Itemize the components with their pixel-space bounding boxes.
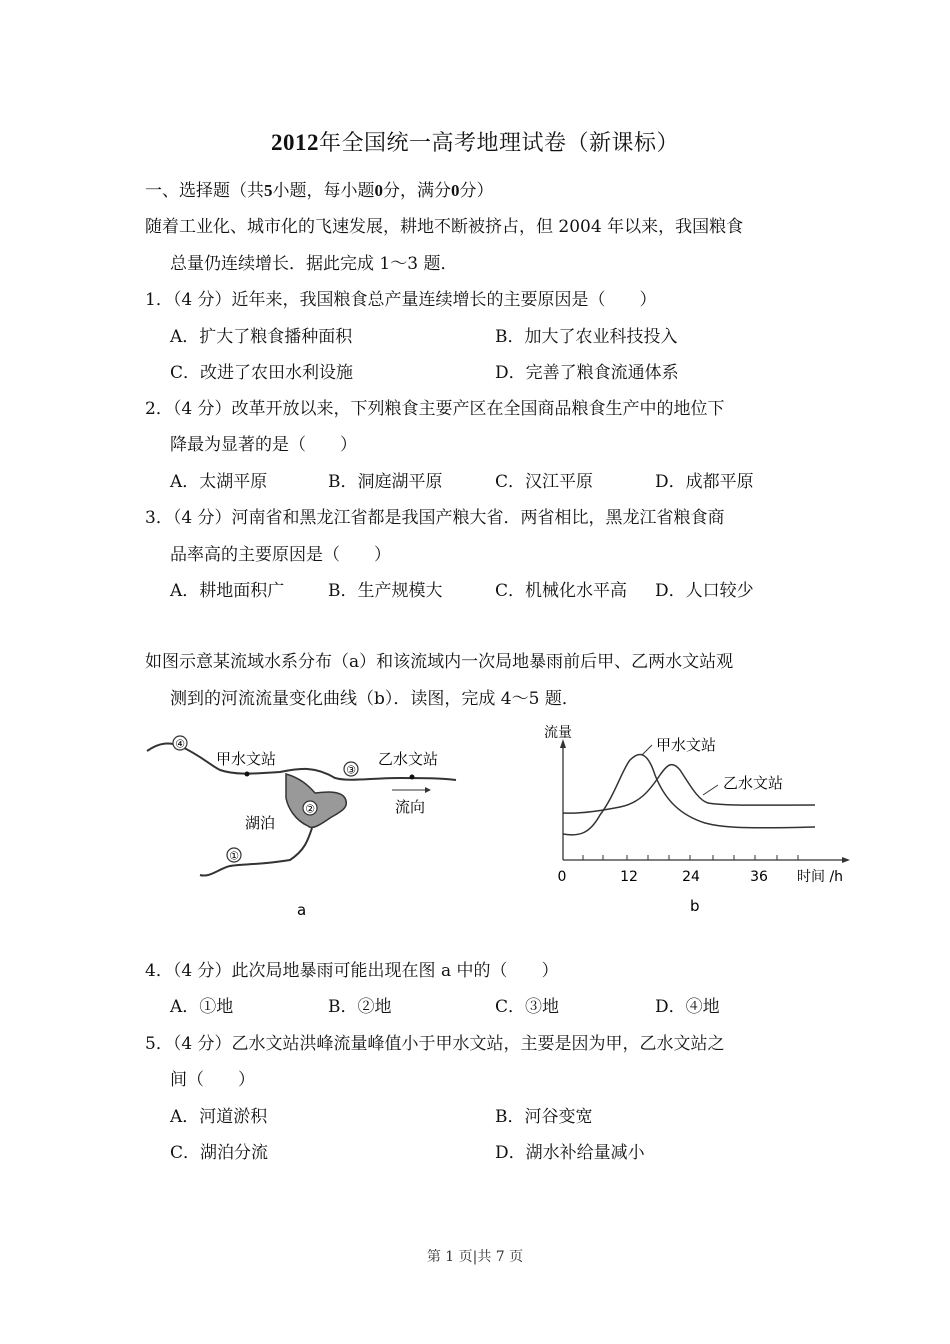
question-5-stem-cont: 间（ ） (170, 1070, 255, 1090)
label-point-1: ① (229, 849, 239, 863)
section-prefix: 一、选择题（共 (145, 181, 264, 201)
figure-a-river-map (140, 720, 480, 920)
q2-option-a[interactable]: A．太湖平原 (170, 472, 268, 492)
label-series-yi: 乙水文站 (723, 774, 784, 792)
section-suffix: 分） (459, 181, 494, 201)
page-footer: 第 1 页|共 7 页 (426, 1249, 524, 1265)
section-heading (145, 181, 494, 201)
section-count: 5 (264, 181, 273, 200)
intro1-line1: 随着工业化、城市化的飞速发展，耕地不断被挤占，但 2004 年以来，我国粮食 (145, 217, 744, 237)
q4-option-d[interactable]: D．④地 (655, 997, 720, 1017)
question-3-stem-cont: 品率高的主要原因是（ ） (170, 545, 391, 565)
question-4-stem: 4．（4 分）此次局地暴雨可能出现在图 a 中的（ ） (145, 961, 559, 981)
section-each: 0 (374, 181, 383, 200)
x-tick-0: 0 (557, 869, 567, 885)
label-lake: 湖泊 (245, 814, 276, 832)
section-mid2: 分，满分 (383, 181, 451, 201)
q2-option-d[interactable]: D．成都平原 (655, 472, 754, 492)
title-year: 2012 (270, 130, 319, 155)
q5-option-d[interactable]: D．湖水补给量减小 (495, 1143, 645, 1163)
figure-a-caption: a (297, 901, 307, 919)
section-mid: 小题，每小题 (272, 181, 375, 201)
x-tick-36: 36 (750, 869, 768, 885)
q1-option-c[interactable]: C．改进了农田水利设施 (170, 363, 354, 383)
label-point-3: ③ (346, 763, 356, 777)
q1-option-d[interactable]: D．完善了粮食流通体系 (495, 363, 679, 383)
q4-option-a[interactable]: A．①地 (170, 997, 234, 1017)
q3-option-a[interactable]: A．耕地面积广 (170, 581, 285, 601)
label-point-4: ④ (175, 737, 185, 751)
question-3-stem: 3．（4 分）河南省和黑龙江省都是我国产粮大省．两省相比，黑龙江省粮食商 (145, 508, 725, 528)
q3-option-c[interactable]: C．机械化水平高 (495, 581, 628, 601)
intro1-line2: 总量仍连续增长．据此完成 1～3 题． (170, 254, 458, 274)
question-2-stem-cont: 降最为显著的是（ ） (170, 435, 357, 455)
q1-option-a[interactable]: A．扩大了粮食播种面积 (170, 327, 353, 347)
title-text: 年全国统一高考地理试卷（新课标） (318, 131, 679, 156)
x-tick-12: 12 (620, 869, 638, 885)
figure-b-caption: b (690, 897, 700, 915)
section-total: 0 (451, 181, 460, 200)
q5-option-a[interactable]: A．河道淤积 (170, 1107, 268, 1127)
label-station-yi: 乙水文站 (378, 750, 439, 768)
q2-option-b[interactable]: B．洞庭湖平原 (328, 472, 443, 492)
intro2-line2: 测到的河流流量变化曲线（b）．读图，完成 4～5 题． (170, 689, 579, 709)
q5-option-c[interactable]: C．湖泊分流 (170, 1143, 269, 1163)
x-axis-arrow-icon (842, 857, 850, 863)
y-axis-label: 流量 (544, 725, 572, 741)
label-station-jia: 甲水文站 (216, 750, 277, 768)
question-1-stem: 1．（4 分）近年来，我国粮食总产量连续增长的主要原因是（ ） (145, 290, 657, 310)
series-jia-line (563, 755, 815, 835)
q3-option-d[interactable]: D．人口较少 (655, 581, 754, 601)
question-5-stem: 5．（4 分）乙水文站洪峰流量峰值小于甲水文站，主要是因为甲，乙水文站之 (145, 1034, 725, 1054)
page-title (0, 126, 950, 157)
label-flow: 流向 (395, 798, 426, 816)
q1-option-b[interactable]: B．加大了农业科技投入 (495, 327, 678, 347)
q4-option-b[interactable]: B．②地 (328, 997, 392, 1017)
x-axis-label: 时间 /h (797, 869, 844, 885)
q4-option-c[interactable]: C．③地 (495, 997, 560, 1017)
label-point-2: ② (305, 802, 315, 816)
figure-b-flow-chart (530, 715, 860, 920)
flow-arrow-icon (425, 787, 431, 793)
label-series-jia: 甲水文站 (656, 736, 717, 754)
intro2-line1: 如图示意某流域水系分布（a）和该流域内一次局地暴雨前后甲、乙两水文站观 (145, 652, 734, 672)
q5-option-b[interactable]: B．河谷变宽 (495, 1107, 593, 1127)
x-tick-24: 24 (682, 869, 700, 885)
question-2-stem: 2．（4 分）改革开放以来，下列粮食主要产区在全国商品粮食生产中的地位下 (145, 399, 725, 419)
q3-option-b[interactable]: B．生产规模大 (328, 581, 443, 601)
q2-option-c[interactable]: C．汉江平原 (495, 472, 594, 492)
